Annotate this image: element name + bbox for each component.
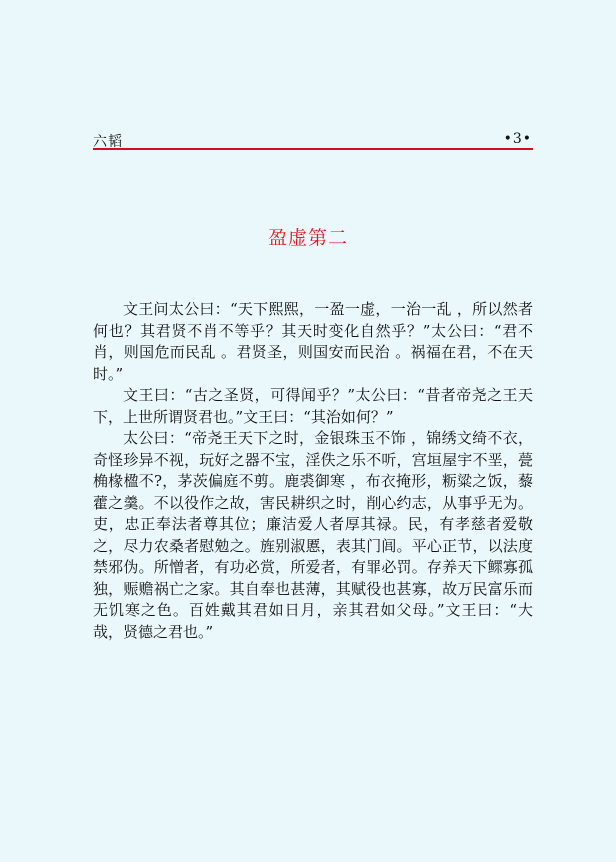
paragraph: 文王问太公曰：“天下熙熙，一盈一虚，一治一乱 ，所以然者何也？其君贤不肖不等乎？其天时变化自然乎？”太公曰：“君不肖，则国危而民乱 。君贤圣，则国安而民治 。祸福在君，不在天时。” — [93, 300, 533, 383]
page-number: •3• — [503, 131, 532, 147]
chapter-title: 盈虚第二 — [267, 227, 348, 249]
paragraph: 文王曰：“古之圣贤，可得闻乎？”太公曰：“昔者帝尧之王天下，上世所谓贤君也。”文王曰：“其治如何？” — [93, 386, 533, 426]
paragraph: 太公曰：“帝尧王天下之时，金银珠玉不饰 ，锦绣文绮不衣，奇怪珍异不视，玩好之器不宝，淫佚之乐不听，宫垣屋宇不垩，甍桷椽楹不?，茅茨偏庭不剪。鹿裘御寒 ，布衣掩形，粝粱之饭，藜藿之羹。不以役作之故，害民耕织之时，削心约志，从事乎无为。吏，忠正奉法者尊其位；廉洁爱人者厚其禄。民，有孝慈者爱敬之，尽力农桑者慰勉之。旌别淑慝，表其门闾。平心正节，以法度禁邪伪。所憎者，有功必赏，所爱者，有罪必罚。存养天下鳏寡孤独，赈赡祸亡之家。其自奉也甚薄，其赋役也甚寡，故万民富乐而无饥寒之色。百姓戴其君如日月，亲其君如父母。”文王曰：“大哉，贤德之君也。” — [93, 429, 533, 641]
book-title: 六韬 — [93, 134, 123, 150]
running-header — [93, 131, 532, 149]
header-divider — [93, 148, 533, 150]
body-text — [93, 299, 533, 643]
